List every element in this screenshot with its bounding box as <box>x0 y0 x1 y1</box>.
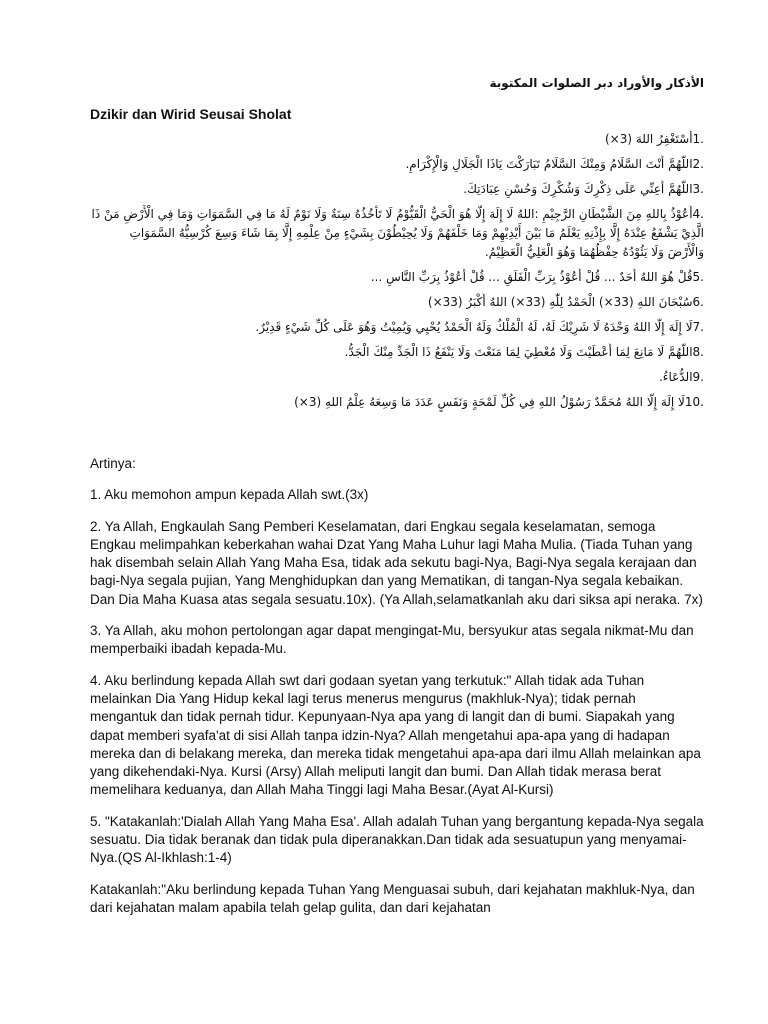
arabic-text: أَسْتَغْفِرُ اللهَ (3×) <box>604 132 693 146</box>
item-number: 1. <box>692 132 704 146</box>
arabic-item-8 <box>90 343 704 362</box>
item-number: 3. <box>692 182 704 196</box>
arabic-item-6 <box>90 293 704 312</box>
item-number: 7. <box>692 320 704 334</box>
translation-paragraph-3: 3. Ya Allah, aku mohon pertolongan agar dapat mengingat-Mu, bersyukur atas segala nikmat-Mu dan memperbaiki ibadah kepada-Mu. <box>90 623 694 657</box>
item-number: 4. <box>692 207 704 221</box>
translation-paragraph-6: Katakanlah:"Aku berlindung kepada Tuhan Yang Menguasai subuh, dari kejahatan makhluk-Nya, dan dari kejahatan malam apabila telah gelap gulita, dan dari kejahatan <box>90 881 695 915</box>
arabic-item-7 <box>90 318 704 337</box>
item-number: 10. <box>684 395 704 409</box>
arabic-text: قُلْ هُوَ اللهُ أَحَدٌ ... قُلْ أَعُوْذُ بِرَبِّ الْفَلَقِ ... قُلْ أَعُوْذُ بِرَبِّ النَّاسِ ... <box>370 270 693 284</box>
arabic-item-9 <box>90 368 704 387</box>
item-number: 9. <box>692 370 704 384</box>
page-title: Dzikir dan Wirid Seusai Sholat <box>90 106 292 122</box>
arabic-item-1 <box>90 130 704 149</box>
item-number: 6. <box>692 295 704 309</box>
arabic-item-4 <box>90 205 704 262</box>
arabic-text: أَعُوْذُ بِاللهِ مِنَ الشَّيْطَانِ الرَّجِيْمِ :اللهُ لَا إِلَهَ إِلَّا هُوَ الْحَيُّ الْقَيُّوْمُ لَا تَأْخُذُهُ سِنَةٌ وَلَا نَوْمٌ لَهُ مَا فِي السَّمَوَاتِ وَمَا فِي الْأَرْضِ مَنْ ذَا الَّذِيْ يَشْفَعُ عِنْدَهُ إِلَّا بِإِذْنِهِ يَعْلَمُ مَا بَيْنَ أَيْدِيْهِمْ وَمَا خَلْفَهُمْ وَلَا يُحِيْطُوْنَ بِشَيْءٍ مِنْ عِلْمِهِ إِلَّا بِمَا شَاءَ وَسِعَ كُرْسِيُّهُ السَّمَوَاتِ وَالْأَرْضَ وَلَا يَئُوْدُهُ حِفْظُهُمَا وَهُوَ الْعَلِيُّ الْعَظِيْمُ. <box>91 207 704 259</box>
arabic-text: الدُّعَاءُ. <box>658 370 693 384</box>
arabic-text: لَا إِلَهَ إِلَّا اللهُ مُحَمَّدٌ رَسُوْلُ اللهِ فِي كُلِّ لَمْحَةٍ وَنَفَسٍ عَدَدَ مَا وَسِعَهُ عِلْمُ اللهِ (3×) <box>294 395 685 409</box>
arabic-text: اللَّهُمَّ لَا مَانِعَ لِمَا أَعْطَيْتَ وَلَا مُعْطِيَ لِمَا مَنَعْتَ وَلَا يَنْفَعُ ذَا الْجَدِّ مِنْكَ الْجَدُّ. <box>344 345 693 359</box>
arabic-dhikr-list <box>90 130 704 418</box>
translation-paragraph-4: 4. Aku berlindung kepada Allah swt dari godaan syetan yang terkutuk:" Allah tidak ada Tuhan melainkan Dia Yang Hidup kekal lagi terus menerus mengurus (makhluk-Nya); tidak pernah mengantuk dan tidak pernah tidur. Kepunyaan-Nya apa yang di langit dan di bumi. Siapakah yang dapat memberi syafa'at di sisi Allah tanpa idzin-Nya? Allah mengetahui apa-apa yang di hadapan mereka dan di belakang mereka, dan mereka tidak mengetahui apa-apa dari ilmu Allah melainkan apa yang dikehendaki-Nya. Kursi (Arsy) Allah meliputi langit dan bumi. Dan Allah tidak merasa berat memelihara keduanya, dan Allah Maha Tinggi lagi Maha Besar.(Ayat Al-Kursi) <box>90 672 701 798</box>
item-number: 5. <box>692 270 704 284</box>
arabic-item-5 <box>90 268 704 287</box>
item-number: 2. <box>692 157 704 171</box>
arabic-item-3 <box>90 180 704 199</box>
translation-paragraph-5: 5. "Katakanlah:'Dialah Allah Yang Maha Esa'. Allah adalah Tuhan yang bergantung kepada-Nya segala sesuatu. Dia tidak beranak dan tidak pula diperanakkan.Dan tidak ada sesuatupun yang menyamai-Nya.(QS Al-Ikhlash:1-4) <box>90 813 704 866</box>
arabic-text: سُبْحَانَ اللهِ (33×) الْحَمْدُ لِلّٰهِ (33×) اللهُ أَكْبَرُ (33×) <box>427 295 693 309</box>
translation-paragraph-1: 1. Aku memohon ampun kepada Allah swt.(3x) <box>90 487 369 503</box>
translation-heading: Artinya: <box>90 456 136 471</box>
translation-body <box>90 455 704 930</box>
arabic-item-10 <box>90 393 704 412</box>
arabic-text: اللَّهُمَّ أَنْتَ السَّلَامُ وَمِنْكَ السَّلَامُ تَبَارَكْتَ يَاذَا الْجَلَالِ وَالْإِكْرَامِ. <box>405 157 693 171</box>
arabic-heading: الأذكار والأوراد دبر الصلوات المكتوبة <box>489 76 704 90</box>
arabic-text: لَا إِلَهَ إِلَّا اللهُ وَحْدَهُ لَا شَرِيْكَ لَهُ، لَهُ الْمُلْكُ وَلَهُ الْحَمْدُ يُحْيِي وَيُمِيْتُ وَهُوَ عَلَى كُلِّ شَيْءٍ قَدِيْرٌ. <box>255 320 693 334</box>
arabic-text: اللَّهُمَّ أَعِنِّي عَلَى ذِكْرِكَ وَشُكْرِكَ وَحُسْنِ عِبَادَتِكَ. <box>463 182 693 196</box>
arabic-item-2 <box>90 155 704 174</box>
item-number: 8. <box>692 345 704 359</box>
translation-paragraph-2: 2. Ya Allah, Engkaulah Sang Pemberi Keselamatan, dari Engkau segala keselamatan, semoga Engkau melimpahkan keberkahan wahai Dzat Yang Maha Luhur lagi Maha Mulia. (Tiada Tuhan yang hak disembah selain Allah Yang Maha Esa, tidak ada sekutu bagi-Nya, Bagi-Nya segala kerajaan dan bagi-Nya segala pujian, Yang Menghidupkan dan yang Mematikan, di tangan-Nya segala kebaikan. Dan Dia Maha Kuasa atas segala sesuatu.10x). (Ya Allah,selamatkanlah aku dari siksa api neraka. 7x) <box>90 518 703 607</box>
